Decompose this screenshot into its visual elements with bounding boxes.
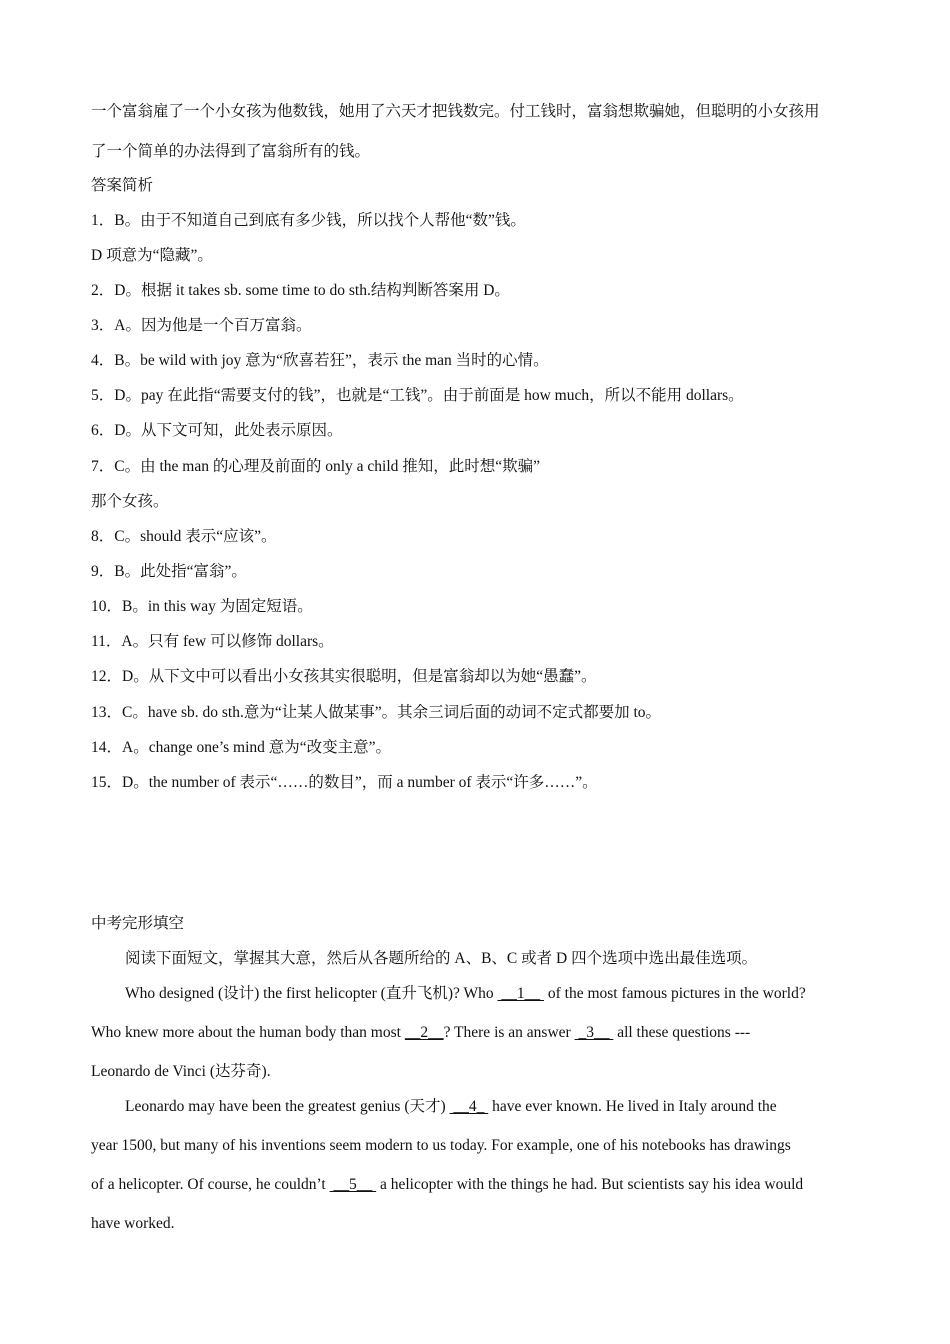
answer-line: 5．D。pay 在此指“需要支付的钱”，也就是“工钱”。由于前面是 how much，所以不能用 dollars。 (91, 387, 744, 404)
intro-line-1: 一个富翁雇了一个小女孩为他数钱，她用了六天才把钱数完。付工钱时，富翁想欺骗她，但聪明的小女孩用 (91, 103, 820, 120)
answer-line: 4．B。be wild with joy 意为“欣喜若狂”，表示 the man 当时的心情。 (91, 352, 549, 369)
passage-p2-line-4: have worked. (91, 1215, 175, 1232)
passage-p1-line-2 (91, 1023, 750, 1043)
passage-text: Who knew more about the human body than most (91, 1024, 405, 1041)
blank-2: __2__ (404, 1024, 444, 1041)
answer-line: 2．D。根据 it takes sb. some time to do sth.结构判断答案用 D。 (91, 282, 510, 299)
passage-text: have ever known. He lived in Italy around the (488, 1098, 777, 1115)
blank-3: _3__ (574, 1024, 614, 1041)
blank-4: __4_ (449, 1098, 489, 1115)
answer-line: 6．D。从下文可知，此处表示原因。 (91, 422, 343, 439)
answer-line: 15．D。the number of 表示“……的数目”，而 a number of 表示“许多……”。 (91, 774, 598, 791)
cloze-instruction: 阅读下面短文，掌握其大意，然后从各题所给的 A、B、C 或者 D 四个选项中选出最佳选项。 (125, 950, 758, 967)
blank-1: __1__ (497, 985, 544, 1002)
answer-line: 12．D。从下文中可以看出小女孩其实很聪明，但是富翁却以为她“愚蠢”。 (91, 668, 597, 685)
passage-text: a helicopter with the things he had. But scientists say his idea would (376, 1176, 804, 1193)
passage-text: of the most famous pictures in the world? (543, 985, 806, 1002)
passage-p2-line-3 (91, 1175, 803, 1195)
answer-line: 11．A。只有 few 可以修饰 dollars。 (91, 633, 334, 650)
passage-p2-line-2: year 1500, but many of his inventions seem modern to us today. For example, one of his notebooks has drawings (91, 1137, 791, 1154)
intro-line-2: 了一个简单的办法得到了富翁所有的钱。 (91, 143, 371, 160)
passage-p1-line-1 (125, 984, 806, 1004)
answer-line: D 项意为“隐藏”。 (91, 247, 213, 264)
passage-text: all these questions --- (613, 1024, 751, 1041)
passage-p2-line-1 (125, 1097, 777, 1117)
passage-text: Who designed (设计) the first helicopter (直升飞机)? Who (125, 985, 498, 1002)
answer-line: 14．A。change one’s mind 意为“改变主意”。 (91, 739, 392, 756)
passage-text: of a helicopter. Of course, he couldn’t (91, 1176, 330, 1193)
answer-line: 13．C。have sb. do sth.意为“让某人做某事”。其余三词后面的动词不定式都要加 to。 (91, 704, 662, 721)
answer-line: 那个女孩。 (91, 493, 169, 510)
answer-line: 3．A。因为他是一个百万富翁。 (91, 317, 312, 334)
answer-line: 8．C。should 表示“应该”。 (91, 528, 277, 545)
passage-text: ? There is an answer (443, 1024, 575, 1041)
blank-5: __5__ (329, 1176, 377, 1193)
answer-line: 7．C。由 the man 的心理及前面的 only a child 推知，此时想“欺骗” (91, 458, 541, 475)
answer-line: 9．B。此处指“富翁”。 (91, 563, 247, 580)
passage-p1-line-3: Leonardo de Vinci (达芬奇). (91, 1063, 271, 1080)
passage-text: Leonardo may have been the greatest genius (天才) (125, 1098, 450, 1115)
cloze-title: 中考完形填空 (91, 915, 185, 932)
answer-line: 10．B。in this way 为固定短语。 (91, 598, 313, 615)
answer-line: 1．B。由于不知道自己到底有多少钱，所以找个人帮他“数”钱。 (91, 212, 526, 229)
answers-heading: 答案简析 (91, 177, 154, 194)
